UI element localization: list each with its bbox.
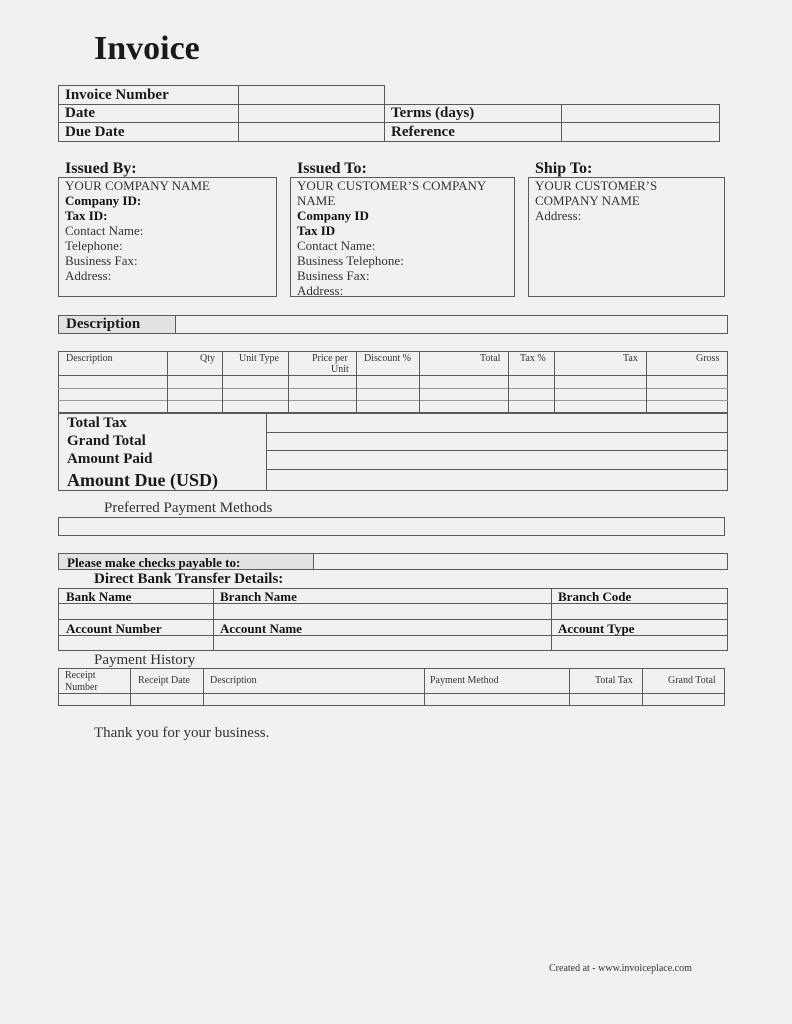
- account-name-field[interactable]: [214, 636, 550, 650]
- issued-by-company-name: YOUR COMPANY NAME: [65, 178, 210, 193]
- due-date-label: Due Date: [65, 124, 125, 140]
- col-tax: Tax: [623, 353, 638, 364]
- issued-by-heading: Issued By:: [65, 160, 137, 177]
- table-row[interactable]: [59, 376, 727, 387]
- col-qty: Qty: [200, 353, 215, 364]
- date-label: Date: [65, 105, 95, 121]
- issued-to-tax-id: Tax ID: [297, 223, 336, 238]
- col-total: Total: [480, 353, 501, 364]
- account-number-label: Account Number: [66, 621, 162, 636]
- due-date-field[interactable]: [239, 123, 384, 141]
- issued-by-company-id: Company ID:: [65, 193, 142, 208]
- branch-code-field[interactable]: [552, 604, 727, 618]
- bank-name-field[interactable]: [59, 604, 212, 618]
- branch-name-label: Branch Name: [220, 589, 297, 604]
- branch-name-field[interactable]: [214, 604, 550, 618]
- terms-field[interactable]: [562, 105, 719, 121]
- col-ph-total-tax: Total Tax: [595, 675, 633, 686]
- amount-paid-label: Amount Paid: [67, 451, 153, 467]
- thank-you-text: Thank you for your business.: [94, 725, 270, 741]
- branch-code-label: Branch Code: [558, 589, 632, 604]
- col-ph-grand-total: Grand Total: [668, 675, 716, 686]
- checks-payable-field[interactable]: [315, 554, 727, 569]
- preferred-payment-field[interactable]: [58, 517, 725, 536]
- ship-to-company-name-2: COMPANY NAME: [535, 193, 640, 208]
- col-price-per: Price per: [312, 353, 348, 364]
- ship-to-heading: Ship To:: [535, 160, 593, 177]
- terms-label: Terms (days): [391, 105, 475, 121]
- col-payment-method: Payment Method: [430, 675, 499, 686]
- account-type-field[interactable]: [552, 636, 727, 650]
- col-unit-type: Unit Type: [239, 353, 279, 364]
- issued-to-fax: Business Fax:: [297, 268, 370, 283]
- preferred-payment-heading: Preferred Payment Methods: [104, 500, 273, 516]
- bank-name-label: Bank Name: [66, 589, 132, 604]
- bank-transfer-heading: Direct Bank Transfer Details:: [94, 571, 284, 587]
- invoice-number-label: Invoice Number: [65, 87, 169, 103]
- col-description: Description: [66, 353, 113, 364]
- issued-by-address: Address:: [65, 268, 112, 283]
- col-receipt: Receipt: [65, 670, 96, 681]
- issued-by-telephone: Telephone:: [65, 238, 123, 253]
- account-type-label: Account Type: [558, 621, 635, 636]
- payment-history-heading: Payment History: [94, 652, 196, 668]
- table-row[interactable]: [59, 389, 727, 399]
- footer-credit: Created at - www.invoiceplace.com: [549, 963, 692, 974]
- grand-total-field[interactable]: [267, 433, 727, 449]
- col-tax-percent: Tax %: [520, 353, 546, 364]
- issued-to-contact: Contact Name:: [297, 238, 376, 253]
- invoice-number-field[interactable]: [239, 86, 384, 103]
- col-receipt-number: Number: [65, 682, 98, 693]
- issued-to-address: Address:: [297, 283, 344, 298]
- total-tax-field[interactable]: [267, 414, 727, 431]
- total-tax-label: Total Tax: [67, 415, 127, 431]
- ship-to-address: Address:: [535, 208, 582, 223]
- description-field[interactable]: [177, 316, 727, 333]
- issued-by-tax-id: Tax ID:: [65, 208, 108, 223]
- grand-total-label: Grand Total: [67, 433, 146, 449]
- amount-due-label: Amount Due (USD): [67, 470, 219, 490]
- table-row[interactable]: [59, 401, 727, 412]
- issued-to-telephone: Business Telephone:: [297, 253, 404, 268]
- description-label: Description: [66, 316, 141, 332]
- amount-due-field[interactable]: [267, 470, 727, 490]
- ship-to-company-name: YOUR CUSTOMER’S: [535, 178, 658, 193]
- account-name-label: Account Name: [220, 621, 302, 636]
- date-field[interactable]: [239, 105, 384, 121]
- issued-to-company-name: YOUR CUSTOMER’S COMPANY: [297, 178, 487, 193]
- table-row[interactable]: [59, 694, 724, 705]
- col-receipt-date: Receipt Date: [138, 675, 190, 686]
- col-ph-description: Description: [210, 675, 257, 686]
- col-price-unit: Unit: [331, 364, 349, 375]
- issued-by-fax: Business Fax:: [65, 253, 138, 268]
- col-discount: Discount %: [364, 353, 411, 364]
- checks-payable-label: Please make checks payable to:: [67, 555, 241, 570]
- invoice-title: Invoice: [94, 30, 200, 67]
- amount-paid-field[interactable]: [267, 451, 727, 468]
- reference-label: Reference: [391, 124, 455, 140]
- account-number-field[interactable]: [59, 636, 212, 650]
- issued-to-heading: Issued To:: [297, 160, 367, 177]
- issued-by-contact: Contact Name:: [65, 223, 144, 238]
- issued-to-company-name-2: NAME: [297, 193, 336, 208]
- reference-field[interactable]: [562, 123, 719, 141]
- issued-to-company-id: Company ID: [297, 208, 369, 223]
- col-gross: Gross: [696, 353, 720, 364]
